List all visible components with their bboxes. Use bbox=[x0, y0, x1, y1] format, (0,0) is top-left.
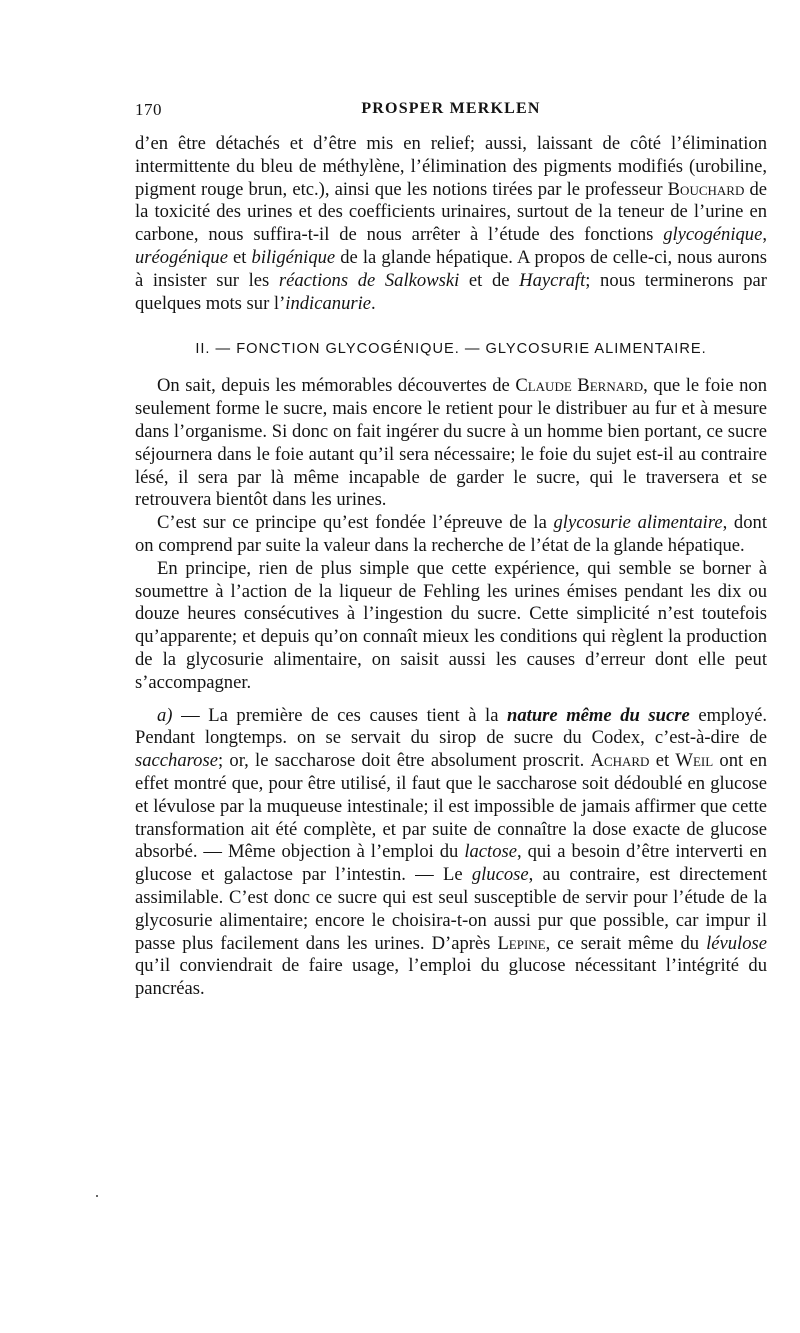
print-speck bbox=[96, 1195, 98, 1197]
paragraph-causes bbox=[135, 705, 767, 1001]
italic-term: lévulose bbox=[706, 932, 768, 954]
italic-term: glycogénique bbox=[663, 224, 763, 246]
text-run: de la glande hépatique. A propos de celle-ci, nous aurons à insister sur les bbox=[135, 246, 767, 291]
bold-italic-term: nature même du sucre bbox=[507, 704, 690, 726]
text-run: , ce serait même du bbox=[545, 932, 707, 954]
text-run: — La première de ces causes tient à la bbox=[172, 704, 508, 726]
text-run: ont en effet montré que, pour être utilisé, il faut que le saccharose soit dédoublé en glucose et lévulose par la muqueuse intestinale; il est impossible de jamais affirmer que cette transformation ait été complète, et par suite de connaître la dose exacte de glucose absorbé. — Même objection à l’emploi du bbox=[135, 750, 768, 863]
italic-term: réactions de Salkowski bbox=[278, 269, 460, 291]
running-title: PROSPER MERKLEN bbox=[361, 100, 541, 117]
author-name-bouchard: Bouchard bbox=[667, 178, 745, 200]
text-run: d’en être détachés et d’être mis en relief; aussi, laissant de côté l’élimination intermittente du bleu de méthylène, l’élimination des pigments modifiés (urobiline, pigment rouge brun, etc.), ainsi que les notions tirées par le professeur bbox=[135, 133, 767, 200]
author-name-lepine: Lepine bbox=[497, 932, 546, 954]
author-name-claude-bernard: Claude Bernard bbox=[515, 375, 644, 397]
italic-term: biligénique bbox=[251, 246, 336, 268]
italic-term: indicanurie bbox=[285, 292, 372, 314]
italic-term: Haycraft bbox=[519, 269, 586, 291]
text-run: En principe, rien de plus simple que cette expérience, qui semble se borner à soumettre à l’action de la liqueur de Fehling les urines émises pendant les dix ou douze heures consécutives à l’ingestion du sucre. Cette simplicité n’est toutefois qu’apparente; et depuis qu’on connaît mieux les conditions qui règlent la production de la glycosurie alimentaire, on saisit aussi les causes d’erreur dont elle peut s’accompagner. bbox=[135, 557, 767, 693]
paragraph-claude-bernard bbox=[135, 375, 767, 512]
author-name-weil: Weil bbox=[675, 750, 714, 772]
text-run: , bbox=[762, 224, 767, 246]
text-run: qu’il conviendrait de faire usage, l’emploi du glucose nécessitant l’intégrité du pancréas. bbox=[135, 955, 767, 1000]
item-letter: a) bbox=[157, 704, 173, 726]
paragraph-spacer bbox=[135, 695, 767, 705]
italic-term: saccharose bbox=[135, 750, 218, 772]
running-head bbox=[135, 100, 767, 124]
text-run: et bbox=[649, 750, 676, 772]
text-run: On sait, depuis les mémorables découvertes de bbox=[157, 375, 516, 397]
italic-term: uréogénique bbox=[135, 246, 228, 268]
text-run: , que le foie non seulement forme le sucre, mais encore le retient pour le distribuer au fur et à mesure dans l’organisme. Si donc on fait ingérer du sucre à un homme bien portant, ce sucre séjournera dans le foie autant qu’il sera nécessaire; le foie du sujet est-il au contraire lésé, il sera par là même incapable de garder le sucre, qui le traversera et se retrouvera bientôt dans les urines. bbox=[135, 375, 767, 511]
author-name-achard: Achard bbox=[590, 750, 650, 772]
text-run: de la toxicité des urines et des coefficients urinaires, surtout de la teneur de l’urine en carbone, nous suffira-t-il de nous arrêter à l’étude des fonctions bbox=[135, 178, 767, 246]
text-run: . bbox=[371, 292, 376, 314]
paragraph-experience bbox=[135, 558, 767, 695]
text-run: ; nous terminerons par quelques mots sur l’ bbox=[135, 269, 767, 314]
text-run: , qui a besoin d’être interverti en glucose et galactose par l’intestin. — Le bbox=[135, 841, 767, 886]
section-heading: II. — FONCTION GLYCOGÉNIQUE. — GLYCOSURIE ALIMENTAIRE. bbox=[195, 341, 707, 358]
italic-term: glycosurie alimentaire bbox=[553, 512, 723, 534]
paragraph-principle bbox=[135, 512, 767, 558]
text-run: C’est sur ce principe qu’est fondée l’épreuve de la bbox=[157, 512, 554, 534]
text-run: , dont on comprend par suite la valeur dans la recherche de l’état de la glande hépatique. bbox=[135, 512, 767, 556]
text-run: et bbox=[227, 246, 252, 268]
text-run: et de bbox=[459, 269, 520, 291]
text-run: , au contraire, est directement assimilable. C’est donc ce sucre qui est seul susceptible de servir pour l’étude de la glycosurie alimentaire; encore le choisira-t-on aussi pur que possible, car impur il passe plus facilement dans les urines. D’après bbox=[135, 864, 767, 954]
italic-term: lactose bbox=[464, 841, 517, 863]
text-run: ; or, le saccharose doit être absolument proscrit. bbox=[217, 750, 591, 772]
paragraph-intro bbox=[135, 133, 767, 315]
italic-term: glucose bbox=[471, 864, 529, 886]
text-run: employé. Pendant longtemps. on se servait du sirop de sucre du Codex, c’est-à-dire de bbox=[135, 704, 767, 749]
page-number: 170 bbox=[135, 100, 162, 119]
body-text bbox=[135, 133, 767, 1001]
